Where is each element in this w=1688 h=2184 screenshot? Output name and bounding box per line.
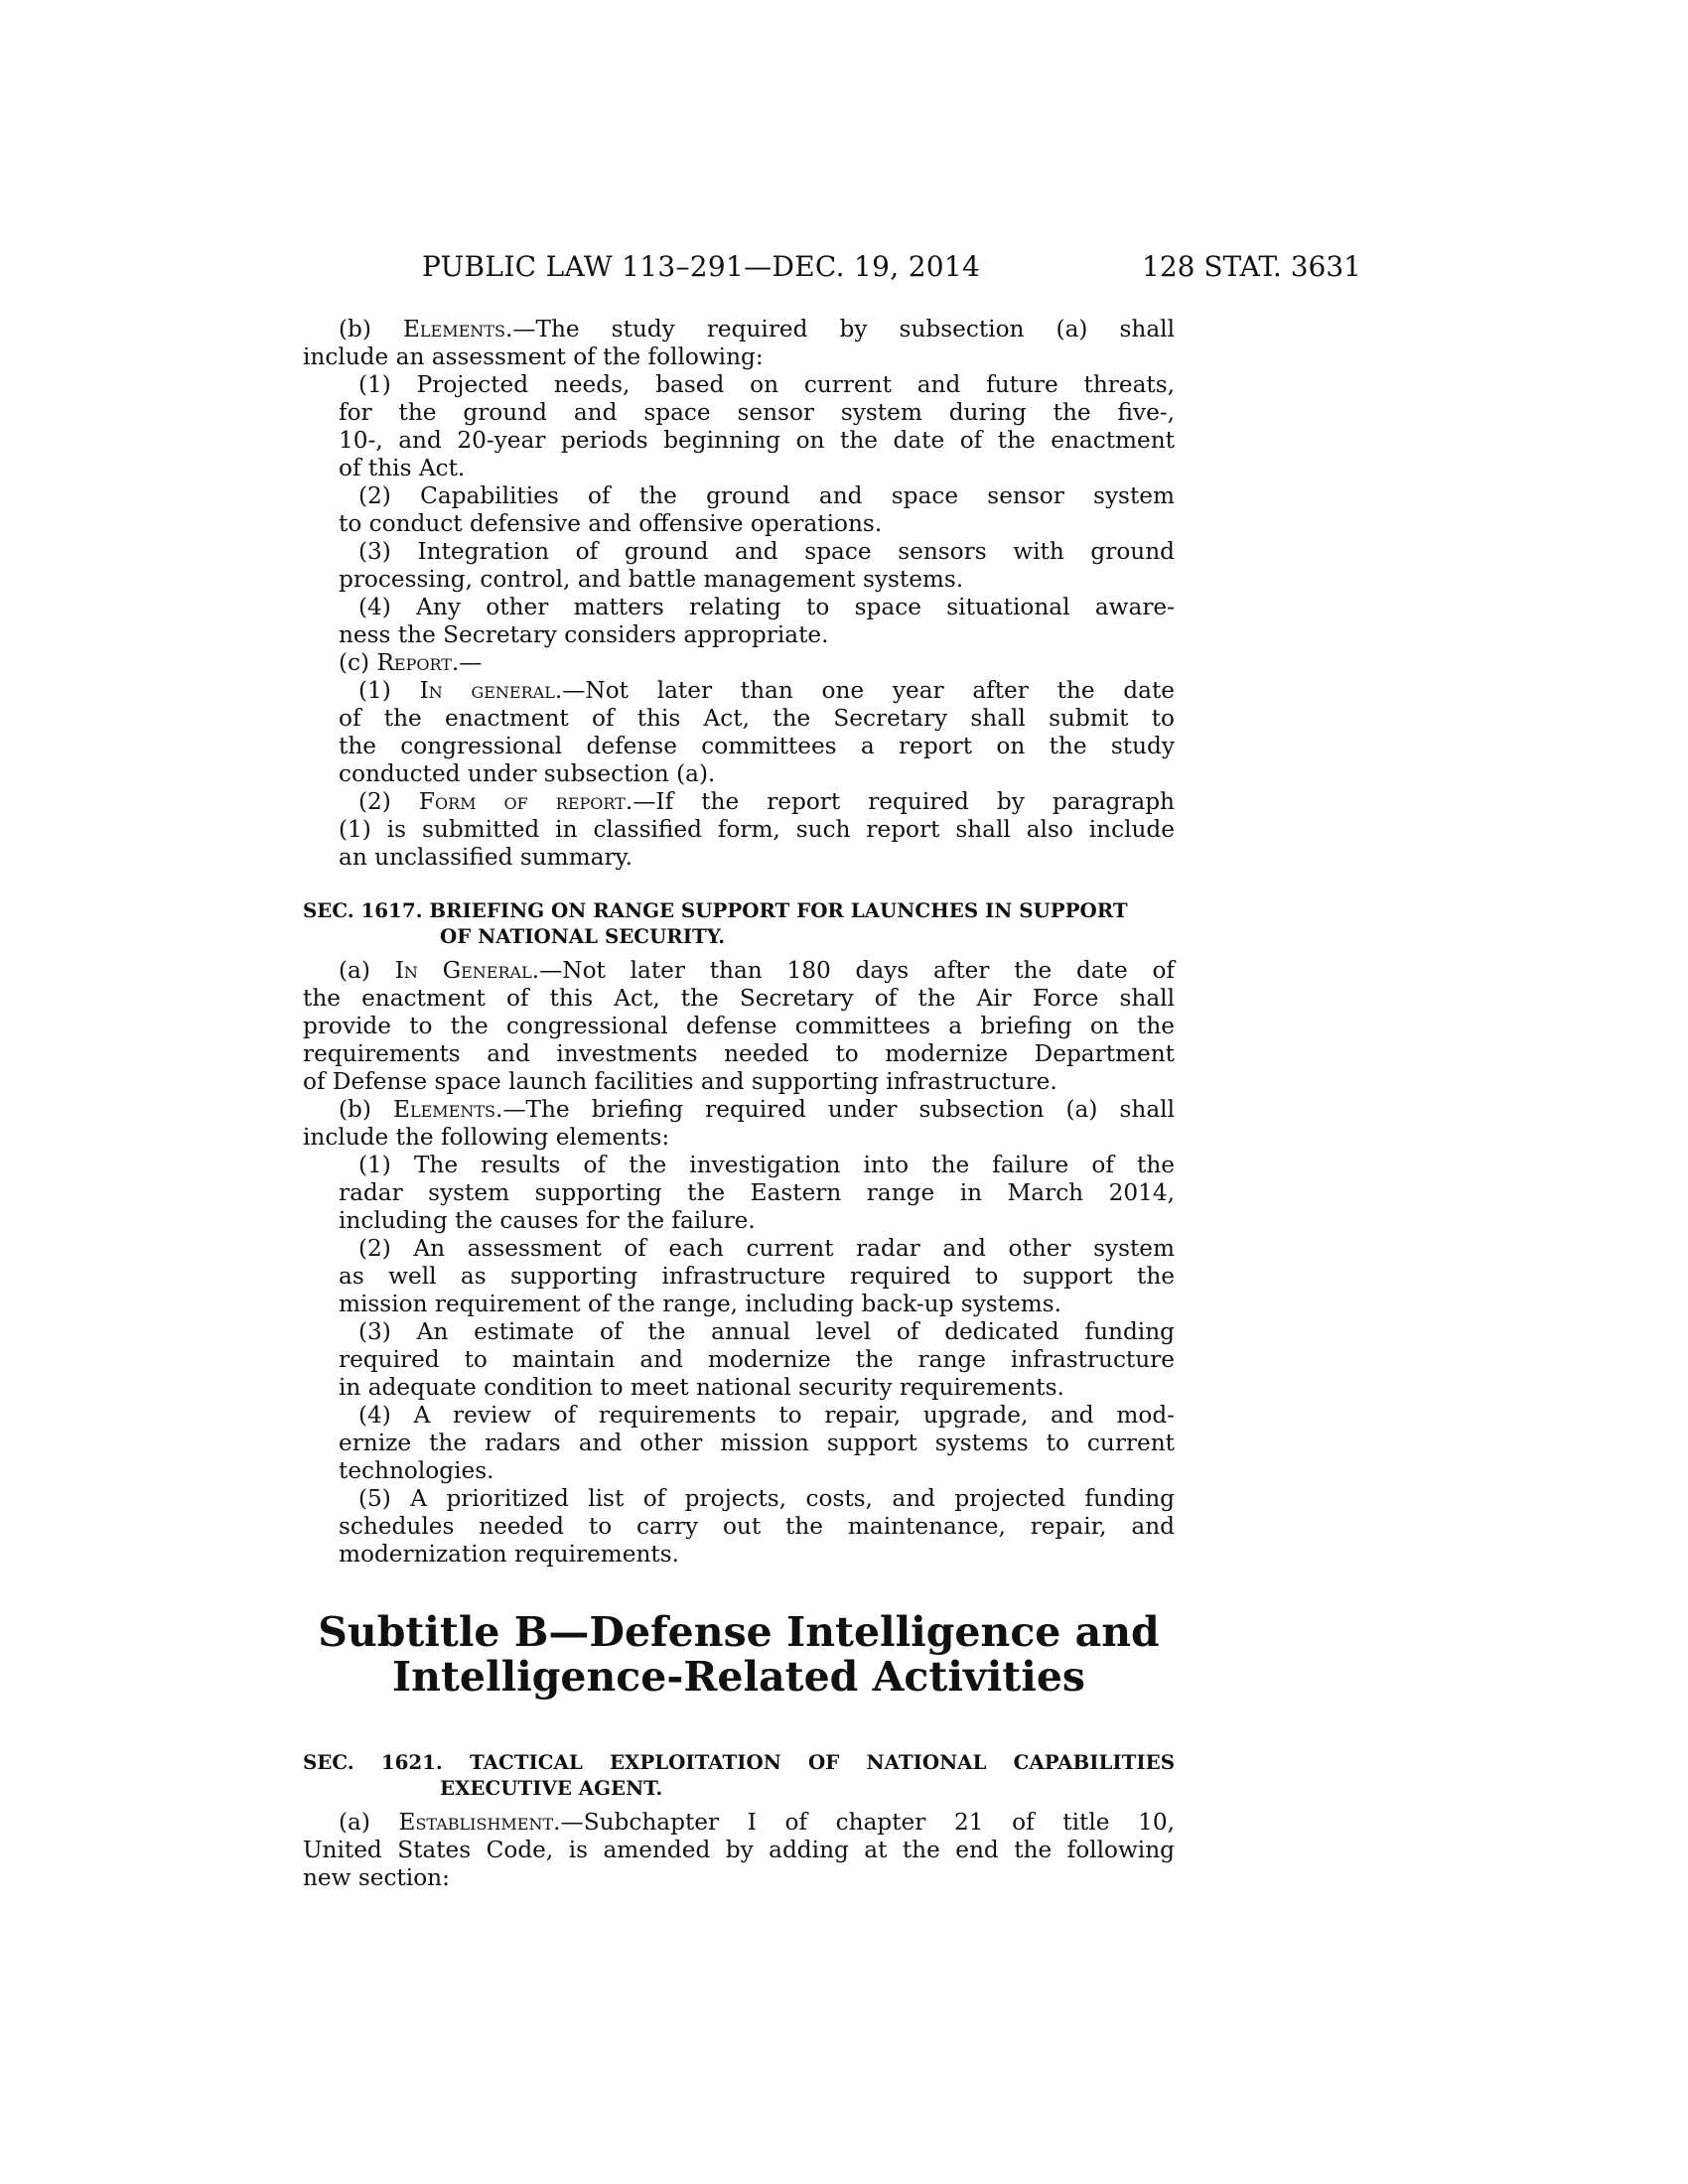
line: new section: — [303, 1864, 450, 1891]
sec1616-b-item-4 — [303, 594, 1175, 649]
sec1621-subsection-a — [303, 1809, 1175, 1892]
line: processing, control, and battle management systems. — [339, 566, 964, 593]
line: to conduct defensive and offensive operations. — [339, 510, 883, 537]
line: required to maintain and modernize the range infrastructure — [339, 1346, 1175, 1373]
line: conducted under subsection (a). — [339, 760, 716, 787]
subsection-heading: Elements — [393, 1096, 495, 1123]
line: (2) An assessment of each current radar and other system — [358, 1235, 1175, 1262]
line: requirements and investments needed to modernize Department — [303, 1040, 1175, 1067]
line: radar system supporting the Eastern range in March 2014, — [339, 1179, 1175, 1206]
line: (5) A prioritized list of projects, costs, and projected funding — [358, 1485, 1175, 1512]
page-body — [303, 316, 1175, 1892]
sec1616-subsection-b — [303, 316, 1175, 371]
sec1616-c-item-1 — [303, 677, 1175, 788]
line: OF NATIONAL SECURITY. — [440, 924, 726, 948]
line: (1) The results of the investigation into the failure of the — [358, 1152, 1175, 1178]
line: for the ground and space sensor system during the five-, — [339, 399, 1175, 426]
line: of the enactment of this Act, the Secretary shall submit to — [339, 705, 1175, 732]
line: 10-, and 20-year periods beginning on the date of the enactment — [339, 427, 1175, 454]
sec1616-b-item-3 — [303, 538, 1175, 594]
line: ness the Secretary considers appropriate. — [339, 621, 829, 648]
line: Intelligence-Related Activities — [391, 1653, 1085, 1701]
line: in adequate condition to meet national security requirements. — [339, 1374, 1064, 1401]
sec1617-subsection-b — [303, 1096, 1175, 1152]
sec1616-subsection-c — [303, 649, 1175, 677]
paragraph-heading: Form of report — [418, 788, 626, 815]
line: include the following elements: — [303, 1124, 670, 1151]
stat-citation: 128 STAT. 3631 — [1142, 250, 1361, 283]
line: SEC. 1621. TACTICAL EXPLOITATION OF NATIONAL CAPABILITIES — [303, 1750, 1175, 1774]
line: mission requirement of the range, including back-up systems. — [339, 1291, 1061, 1317]
line: (2) Form of report.—If the report required by paragraph — [358, 788, 1175, 815]
subsection-heading: In General — [394, 957, 532, 984]
sec1617-b-item-5 — [303, 1485, 1175, 1569]
line: technologies. — [339, 1457, 494, 1484]
line: (3) Integration of ground and space sensors with ground — [358, 538, 1175, 565]
line: (3) An estimate of the annual level of dedicated funding — [358, 1318, 1175, 1345]
line: including the causes for the failure. — [339, 1207, 756, 1234]
line: (1) is submitted in classified form, such report shall also include — [339, 816, 1175, 843]
sec1616-c-item-2 — [303, 788, 1175, 872]
sec1617-subsection-a — [303, 957, 1175, 1096]
line: as well as supporting infrastructure required to support the — [339, 1263, 1175, 1290]
subtitle-b-heading — [303, 1610, 1175, 1700]
subsection-heading: Establishment — [398, 1809, 554, 1836]
line: United States Code, is amended by adding at the end the following — [303, 1837, 1175, 1863]
sec1616-b-item-2 — [303, 482, 1175, 538]
sec1617-b-item-4 — [303, 1402, 1175, 1485]
line: (1) Projected needs, based on current and future threats, — [358, 371, 1175, 398]
line: (a) Establishment.—Subchapter I of chapter 21 of title 10, — [339, 1809, 1175, 1836]
line: (1) In general.—Not later than one year after the date — [358, 677, 1176, 704]
line: modernization requirements. — [339, 1541, 680, 1568]
line: include an assessment of the following: — [303, 343, 764, 370]
line: (b) Elements.—The study required by subsection (a) shall — [339, 316, 1175, 342]
sec1617-b-item-3 — [303, 1318, 1175, 1402]
line: an unclassified summary. — [339, 844, 633, 871]
line: SEC. 1617. BRIEFING ON RANGE SUPPORT FOR LAUNCHES IN SUPPORT — [303, 898, 1128, 922]
line: (c) Report.— — [339, 649, 483, 676]
subsection-heading: Elements — [403, 316, 505, 342]
line: the enactment of this Act, the Secretary of the Air Force shall — [303, 985, 1175, 1012]
line: schedules needed to carry out the maintenance, repair, and — [339, 1513, 1175, 1540]
sec1617-b-item-2 — [303, 1235, 1175, 1318]
section-1617-title — [303, 897, 1175, 949]
running-header — [0, 250, 1688, 290]
sec1617-b-item-1 — [303, 1152, 1175, 1235]
line: (4) Any other matters relating to space situational aware- — [358, 594, 1175, 620]
line: the congressional defense committees a report on the study — [339, 733, 1175, 759]
line: (4) A review of requirements to repair, upgrade, and mod- — [358, 1402, 1175, 1429]
section-1621-title — [303, 1749, 1175, 1801]
line: Subtitle B—Defense Intelligence and — [318, 1608, 1160, 1656]
sec1616-b-item-1 — [303, 371, 1175, 482]
line: (b) Elements.—The briefing required under subsection (a) shall — [339, 1096, 1175, 1123]
line: of this Act. — [339, 455, 466, 481]
line: (a) In General.—Not later than 180 days after the date of — [339, 957, 1175, 984]
line: of Defense space launch facilities and supporting infrastructure. — [303, 1068, 1057, 1095]
line: EXECUTIVE AGENT. — [440, 1776, 663, 1800]
line: (2) Capabilities of the ground and space sensor system — [358, 482, 1175, 509]
line: provide to the congressional defense committees a briefing on the — [303, 1013, 1175, 1039]
paragraph-heading: In general — [419, 677, 555, 704]
line: ernize the radars and other mission support systems to current — [339, 1430, 1175, 1456]
running-head: PUBLIC LAW 113–291—DEC. 19, 2014 — [422, 250, 981, 283]
subsection-heading: Report — [376, 649, 452, 676]
